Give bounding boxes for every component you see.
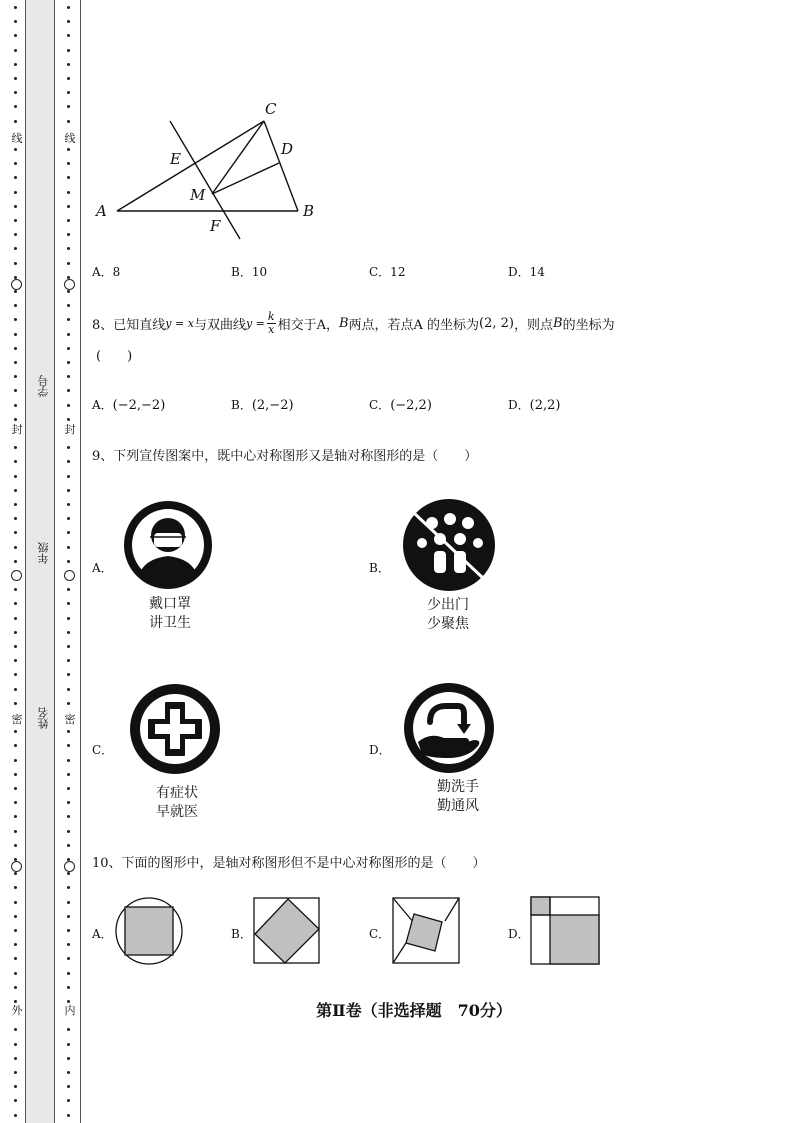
label-b: B (303, 202, 315, 220)
q8-number: 8、 (92, 318, 114, 333)
margin-dot (14, 1057, 17, 1060)
q8-option-d-letter: D． (508, 398, 530, 412)
margin-dot (14, 475, 17, 478)
margin-dot (67, 1043, 70, 1046)
margin-dot (67, 460, 70, 463)
margin-dot (14, 744, 17, 747)
margin-dot (67, 1099, 70, 1102)
margin-dot (67, 162, 70, 165)
margin-dot (67, 475, 70, 478)
margin-dot (14, 1085, 17, 1088)
label-a: A (96, 202, 107, 220)
margin-dot (14, 176, 17, 179)
margin-dot (67, 290, 70, 293)
q7-option-b[interactable]: B．10 (231, 265, 268, 279)
q9-b-caption (408, 596, 488, 634)
margin-dot (14, 759, 17, 762)
q8-text5: ，则点 (514, 318, 554, 333)
margin-dot (67, 560, 70, 563)
q8-answer-blank: ( ) (96, 349, 133, 364)
margin-circle (11, 570, 22, 581)
margin-dot (14, 404, 17, 407)
margin-dot (14, 588, 17, 591)
margin-label-nei: 内 (64, 1004, 76, 1017)
margin-dot (14, 304, 17, 307)
q9-option-b-letter[interactable]: B． (369, 561, 390, 575)
margin-dot (14, 34, 17, 37)
q8-text1: 已知直线 (113, 318, 166, 333)
margin-dot (67, 1114, 70, 1117)
q8-fraction-numerator: k (267, 310, 275, 323)
margin-circle (64, 861, 75, 872)
q9-d-caption (418, 778, 498, 816)
outer-dotted-line (10, 0, 22, 1123)
q9-a-caption (130, 595, 210, 633)
margin-dot (67, 886, 70, 889)
q8-option-c[interactable] (369, 396, 432, 413)
margin-dot (67, 1085, 70, 1088)
margin-dot (67, 91, 70, 94)
q8-option-d-value: (2,2) (529, 398, 561, 413)
q8-stem (92, 311, 615, 336)
margin-dot (14, 872, 17, 875)
margin-dot (67, 176, 70, 179)
margin-dot (14, 631, 17, 634)
margin-dot (67, 957, 70, 960)
q8-fraction-denominator: x (268, 323, 275, 336)
q8-point-b: B (338, 316, 349, 331)
margin-dot (14, 815, 17, 818)
q8-point-b-2: B (553, 316, 563, 331)
margin-label-xian-outer: 线 (11, 132, 23, 145)
margin-dot (14, 673, 17, 676)
q8-option-a-letter: A． (92, 398, 113, 412)
segment-md (212, 163, 279, 194)
student-id-field-label: 学号 (37, 375, 50, 397)
margin-dot (67, 347, 70, 350)
crowd-icon (400, 499, 498, 591)
margin-dot (14, 347, 17, 350)
margin-dot (14, 602, 17, 605)
margin-dot (14, 1043, 17, 1046)
q10-option-c-letter[interactable]: C． (369, 927, 391, 941)
margin-dot (14, 531, 17, 534)
q8-text6: 的坐标为 (562, 318, 615, 333)
margin-dot (67, 318, 70, 321)
margin-dot (14, 361, 17, 364)
margin-dot (67, 787, 70, 790)
q7-option-c[interactable]: C．12 (369, 265, 406, 279)
margin-dot (67, 943, 70, 946)
q9-option-d-letter[interactable]: D． (369, 743, 391, 757)
margin-dot (14, 219, 17, 222)
q9-b-line2: 少聚焦 (427, 616, 469, 632)
margin-dot (14, 517, 17, 520)
q10-option-a-letter[interactable]: A． (92, 927, 113, 941)
margin-dot (14, 262, 17, 265)
margin-dot (67, 1071, 70, 1074)
margin-dot (14, 972, 17, 975)
margin-dot (67, 915, 70, 918)
q9-c-caption (137, 784, 217, 822)
q9-b-line1: 少出门 (427, 597, 469, 613)
hand-wash-icon (400, 682, 498, 774)
margin-dot (14, 844, 17, 847)
margin-dot (67, 191, 70, 194)
margin-dot (14, 77, 17, 80)
margin-dot (14, 659, 17, 662)
margin-circle (64, 570, 75, 581)
margin-dot (67, 77, 70, 80)
margin-dot (14, 63, 17, 66)
segment-cb (264, 121, 298, 211)
margin-circle (11, 279, 22, 290)
margin-dot (67, 759, 70, 762)
margin-dot (67, 617, 70, 620)
margin-dot (14, 617, 17, 620)
q9-stem: 9、下列宣传图案中，既中心对称图形又是轴对称图形的是（ ） (92, 449, 478, 464)
circle-square-figure (114, 896, 184, 966)
margin-dot (67, 1028, 70, 1031)
pinwheel-square-figure (392, 897, 461, 965)
binding-margin-line (80, 0, 81, 1123)
margin-dot (14, 730, 17, 733)
q8-option-a-value: (−2,−2) (112, 398, 166, 413)
margin-dot (67, 233, 70, 236)
section-title: 第Ⅱ卷（非选择题 70分） (316, 1001, 512, 1020)
margin-dot (67, 929, 70, 932)
margin-dot (67, 375, 70, 378)
margin-dot (14, 318, 17, 321)
margin-dot (67, 801, 70, 804)
margin-dot (14, 546, 17, 549)
q8-text4: 两点，若点A 的坐标为 (348, 318, 480, 333)
margin-dot (14, 205, 17, 208)
q8-option-c-letter: C． (369, 398, 391, 412)
margin-dot (14, 418, 17, 421)
margin-dot (67, 219, 70, 222)
margin-dot (14, 645, 17, 648)
label-m: M (190, 186, 206, 204)
label-e: E (170, 150, 181, 168)
q9-d-line2: 勤通风 (437, 798, 479, 814)
name-field-label: 姓名 (37, 707, 50, 729)
margin-dot (14, 191, 17, 194)
margin-dot (67, 148, 70, 151)
q8-text3: 相交于A， (277, 318, 339, 333)
margin-dot (67, 34, 70, 37)
margin-dot (14, 901, 17, 904)
margin-dot (67, 688, 70, 691)
label-d: D (281, 140, 294, 158)
margin-dot (67, 631, 70, 634)
margin-dot (67, 702, 70, 705)
margin-dot (67, 20, 70, 23)
q8-option-b[interactable] (231, 396, 294, 413)
margin-dot (14, 787, 17, 790)
q8-option-a[interactable] (92, 396, 165, 413)
q9-option-c-letter[interactable]: C． (92, 743, 114, 757)
rotated-square-figure (253, 897, 321, 965)
margin-dot (67, 645, 70, 648)
margin-dot (67, 972, 70, 975)
margin-dot (14, 120, 17, 123)
margin-dot (67, 63, 70, 66)
margin-dot (14, 929, 17, 932)
q8-option-b-value: (2,−2) (251, 398, 294, 413)
q7-option-a[interactable]: A．8 (92, 265, 121, 279)
margin-dot (14, 49, 17, 52)
q10-option-b-letter[interactable]: B． (231, 927, 252, 941)
margin-dot (14, 375, 17, 378)
margin-circle (64, 279, 75, 290)
nested-squares-figure (530, 896, 601, 966)
q8-option-d[interactable] (508, 396, 560, 413)
margin-dot (67, 489, 70, 492)
margin-dot (14, 986, 17, 989)
margin-dot (14, 290, 17, 293)
grade-field-label: 年级 (37, 542, 50, 564)
margin-dot (67, 844, 70, 847)
q9-a-line2: 讲卫生 (149, 615, 191, 631)
q9-a-line1: 戴口罩 (149, 596, 191, 612)
margin-dot (14, 886, 17, 889)
label-f: F (210, 217, 221, 235)
margin-label-xian-inner: 线 (64, 132, 76, 145)
segment-mc (212, 121, 264, 194)
margin-dot (67, 588, 70, 591)
margin-dot (67, 1057, 70, 1060)
q8-coord-a: (2, 2) (479, 316, 514, 331)
margin-dot (67, 105, 70, 108)
q9-c-line2: 早就医 (156, 804, 198, 820)
margin-dot (67, 830, 70, 833)
q8-line-equation: y = x (165, 317, 194, 330)
margin-dot (67, 872, 70, 875)
margin-dot (14, 333, 17, 336)
margin-dot (14, 6, 17, 9)
margin-dot (14, 801, 17, 804)
margin-dot (14, 688, 17, 691)
margin-dot (67, 6, 70, 9)
margin-dot (14, 247, 17, 250)
margin-dot (67, 247, 70, 250)
margin-dot (67, 120, 70, 123)
margin-dot (14, 830, 17, 833)
margin-label-mi-inner: 密 (64, 713, 76, 726)
margin-dot (67, 205, 70, 208)
q7-option-d[interactable]: D．14 (508, 265, 545, 279)
margin-dot (14, 20, 17, 23)
margin-dot (14, 148, 17, 151)
q8-option-b-letter: B． (231, 398, 252, 412)
margin-dot (67, 659, 70, 662)
margin-dot (67, 815, 70, 818)
margin-dot (14, 943, 17, 946)
margin-dot (14, 773, 17, 776)
label-c: C (265, 100, 277, 118)
margin-dot (67, 404, 70, 407)
margin-dot (67, 986, 70, 989)
line-ef (170, 121, 240, 239)
margin-label-wai: 外 (11, 1004, 23, 1017)
margin-dot (67, 418, 70, 421)
margin-dot (14, 957, 17, 960)
margin-dot (14, 702, 17, 705)
margin-dot (14, 1114, 17, 1117)
margin-circle (11, 861, 22, 872)
margin-dot (14, 105, 17, 108)
margin-dot (14, 446, 17, 449)
margin-dot (14, 1071, 17, 1074)
q8-fraction (267, 311, 276, 336)
margin-dot (67, 744, 70, 747)
q8-hyperbola-lhs: y = (245, 317, 265, 330)
margin-dot (14, 233, 17, 236)
q10-stem: 10、下面的图形中，是轴对称图形但不是中心对称图形的是（ ） (92, 856, 486, 871)
margin-dot (14, 1028, 17, 1031)
margin-dot (67, 531, 70, 534)
margin-dot (14, 91, 17, 94)
margin-label-mi-outer: 密 (11, 713, 23, 726)
margin-dot (14, 503, 17, 506)
margin-dot (14, 460, 17, 463)
q9-option-a-letter[interactable]: A． (92, 561, 113, 575)
margin-dot (14, 1099, 17, 1102)
margin-dot (67, 446, 70, 449)
margin-dot (67, 673, 70, 676)
margin-dot (67, 730, 70, 733)
margin-dot (67, 333, 70, 336)
margin-dot (67, 546, 70, 549)
margin-dot (14, 162, 17, 165)
q8-option-c-value: (−2,2) (390, 398, 432, 413)
margin-dot (67, 901, 70, 904)
q10-option-d-letter[interactable]: D． (508, 927, 530, 941)
mask-person-icon (119, 499, 217, 591)
q9-c-line1: 有症状 (156, 785, 198, 801)
margin-label-feng-outer: 封 (11, 423, 23, 436)
inner-dotted-line (63, 0, 75, 1123)
margin-dot (14, 560, 17, 563)
margin-label-feng-inner: 封 (64, 423, 76, 436)
triangle-figure (88, 95, 328, 245)
margin-dot (67, 361, 70, 364)
margin-dot (14, 389, 17, 392)
margin-dot (67, 262, 70, 265)
margin-dot (67, 389, 70, 392)
margin-dot (67, 49, 70, 52)
medical-cross-icon (126, 683, 224, 775)
margin-dot (67, 602, 70, 605)
q9-d-line1: 勤洗手 (437, 779, 479, 795)
margin-dot (67, 304, 70, 307)
margin-dot (67, 503, 70, 506)
margin-dot (14, 915, 17, 918)
q8-text2: 与双曲线 (193, 318, 246, 333)
margin-dot (14, 489, 17, 492)
margin-dot (67, 517, 70, 520)
margin-dot (67, 773, 70, 776)
